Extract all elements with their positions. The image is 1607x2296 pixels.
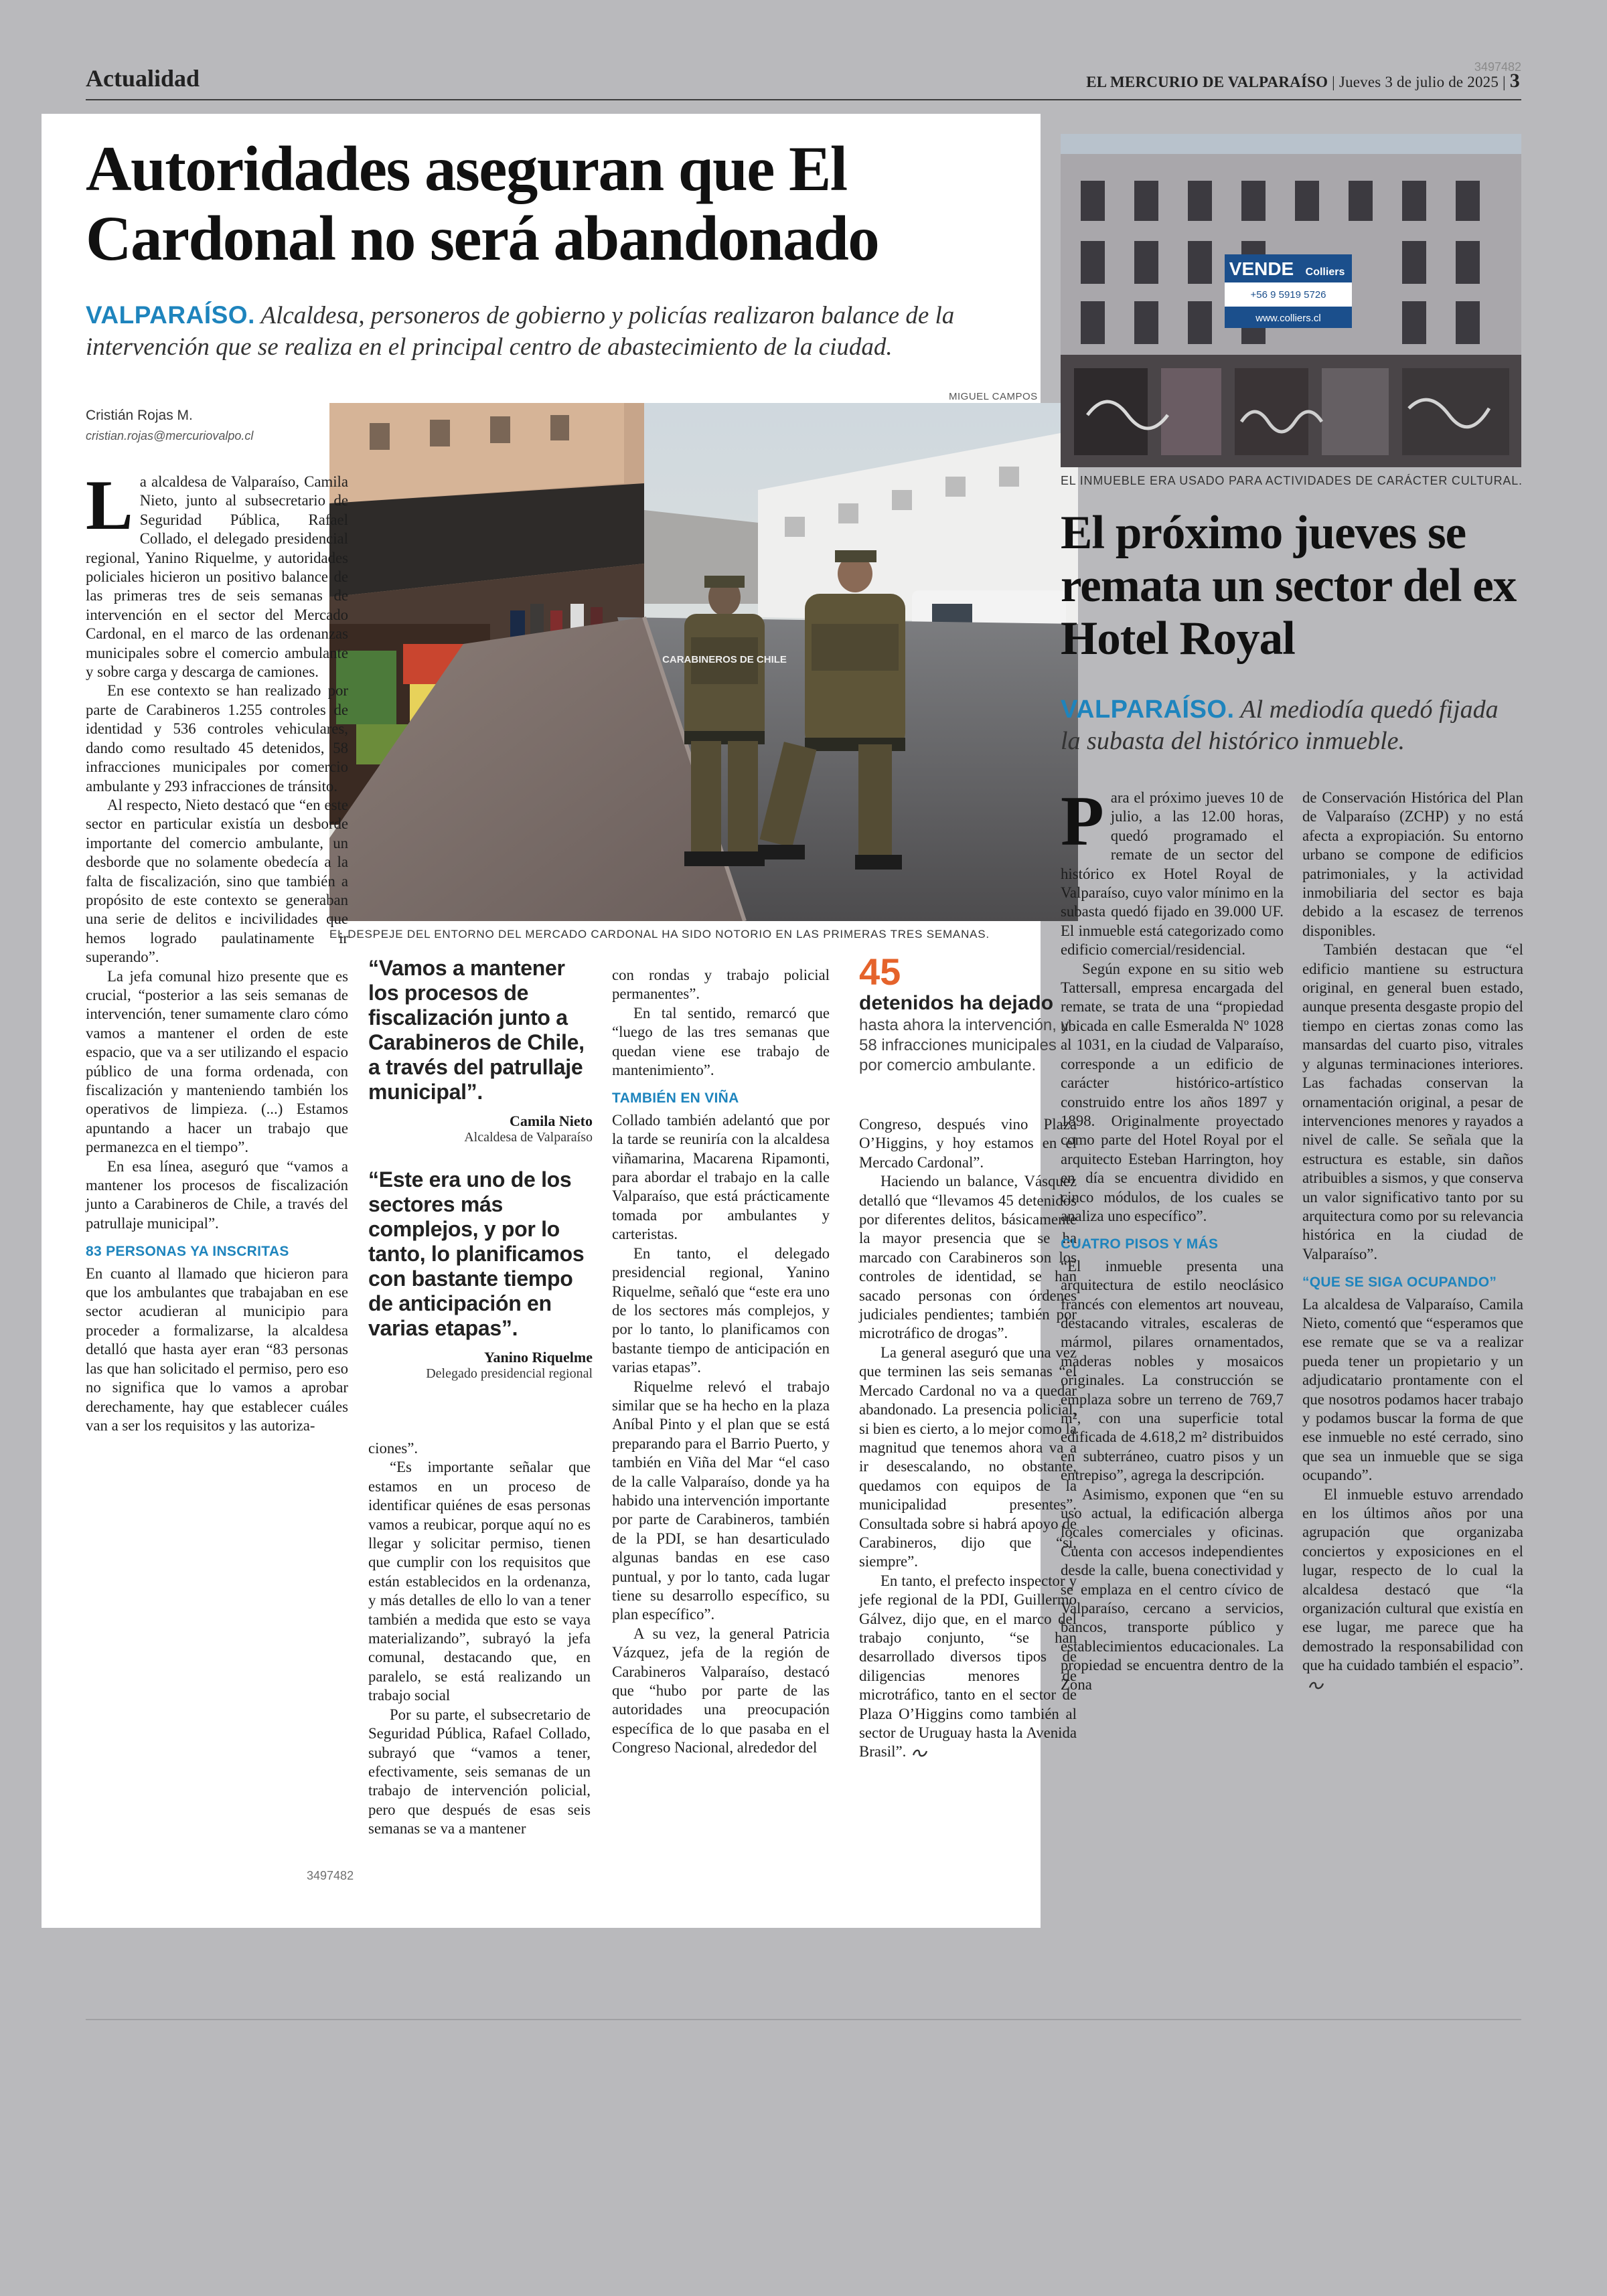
deck-text: Al mediodía quedó fijada la subasta del histórico inmueble.	[1061, 695, 1499, 755]
side-headline: El próximo jueves se remata un sector del ex Hotel Royal	[1061, 507, 1517, 665]
paragraph-text: a alcaldesa de Valparaíso, Camila Nieto, junto al subsecretario de Seguridad Pública, Rafael Collado, el delegado presidencial regional, Yanino Riquelme, y autoridades policiales hicieron un positivo balance de las primeras tres de seis semanas de intervención en el sector del Mercado Cardonal, en el marco de las ordenanzas municipales sobre el comercio ambulante y sobre carga y descarga de camiones.	[86, 473, 348, 681]
newspaper-name: EL MERCURIO DE VALPARAÍSO	[1086, 74, 1328, 90]
side-deck	[1061, 694, 1523, 757]
end-mark-icon	[1308, 1679, 1325, 1692]
paragraph: Congreso, después vino Plaza O’Higgins, y hoy estamos en el Mercado Cardonal”.	[859, 1116, 1077, 1171]
main-photo-caption: EL DESPEJE DEL ENTORNO DEL MERCADO CARDONAL HA SIDO NOTORIO EN LAS PRIMERAS TRES SEMANAS.	[329, 928, 990, 940]
paragraph: La alcaldesa de Valparaíso, Camila Nieto, comentó que “esperamos que ese remate que se va a realizar pueda tener un propietario y un adjudicatario prontamente con el que nosotros podamos hacer trabajo y podamos buscar la forma de que ese inmueble no esté cerrado, sino que sea un inmueble que se siga ocupando”.	[1302, 1295, 1523, 1484]
paragraph: Según expone en su sitio web Tattersall, empresa encargada del remate, se trata de una “propiedad ubicada en calle Esmeralda Nº 1028 al 1031, en la ciudad de Valparaíso, corresponde a un edificio de carácter histórico-artístico construido entre los años 1897 y 1898. Originalmente proyectado como parte del Hotel Royal por el arquitecto Esteban Harrington, hoy en día se encuentra dividido en cinco módulos, de los cuales se analiza uno específico”.	[1061, 960, 1284, 1224]
paragraph: En esa línea, aseguró que “vamos a mantener los procesos de fiscalización junto a Carabineros de Chile, a través del patrullaje municipal”.	[86, 1157, 348, 1232]
subhead: “QUE SE SIGA OCUPANDO”	[1302, 1275, 1497, 1291]
paragraph: Por su parte, el subsecretario de Seguridad Pública, Rafael Collado, subrayó que “vamos a tener, efectivamente, seis semanas de un trabajo de intervención policial, pero que después de esas seis semanas se va a mantener	[368, 1706, 591, 1837]
paragraph: “Es importante señalar que estamos en un proceso de identificar quiénes de esas personas vamos a reubicar, porque aquí no es llegar y solicitar permiso, tienen que cumplir con los requisitos que están establecidos en la ordenanza, y más detalles de ello lo van a tener también a medida que esto se vaya materializando”, subrayó la jefa comunal, destacando que, en paralelo, se está realizando un trabajo social	[368, 1459, 591, 1704]
paragraph-text: En tanto, el prefecto inspector y jefe regional de la PDI, Guillermo Gálvez, dijo que, en el marco del trabajo conjunto, “se han desarrollado diversos tipos de diligencias menores de microtráfico, tanto en el sector de Plaza O’Higgins como también al sector de Uruguay hasta la Avenida Brasil”.	[859, 1572, 1077, 1760]
paragraph: con rondas y trabajo policial permanentes”.	[612, 967, 830, 1003]
subhead: CUATRO PISOS Y MÁS	[1061, 1236, 1219, 1252]
issue-date: Jueves 3 de julio de 2025	[1338, 74, 1499, 90]
quote-role: Alcaldesa de Valparaíso	[464, 1130, 593, 1145]
id-stamp-mid: 3497482	[307, 1869, 354, 1882]
dropcap: P	[1061, 782, 1104, 860]
paragraph: En tanto, el delegado presidencial regional, Yanino Riquelme, señaló que “este era uno de los sectores más complejos, y por lo tanto, lo planificamos con bastante tiempo de anticipación en varias etapas”.	[612, 1244, 830, 1376]
paragraph: A su vez, la general Patricia Vázquez, jefa de la región de Carabineros Valparaíso, destacó que “hubo por parte de las autoridades una preocupación específica de lo que pasaba en el Congreso Nacional, alrededor del	[612, 1625, 830, 1756]
header-rule	[86, 99, 1521, 100]
market-photo	[329, 403, 1078, 921]
paragraph: La general aseguró que una vez que terminen las seis semanas “el Mercado Cardonal no va a quedar abandonado. La presencia policial, si bien es cierto, a lo mejor como la magnitud que tenemos ahora va a ir desescalando, no obstante, quedamos con equipos de la municipalidad presentes”. Consultada sobre si habrá apoyo de Carabineros, dijo que “sí, siempre”.	[859, 1343, 1077, 1570]
photo-credit: MIGUEL CAMPOS	[949, 391, 1038, 402]
paragraph: “El inmueble presenta una arquitectura de estilo neoclásico francés con elementos art nouveau, destacando vitrales, escaleras de mármol, pilares ornamentados, maderas nobles y mosaicos originales. La construcción se emplaza sobre un terreno de 769,7 m², con una superficie total edificada de 4.618,2 m² distribuidos en subterráneo, cuatro pisos y un entrepiso”, agrega la descripción.	[1061, 1257, 1284, 1484]
quote-role: Delegado presidencial regional	[426, 1366, 593, 1381]
main-deck	[86, 299, 1023, 363]
paragraph: Riquelme relevó el trabajo similar que se ha hecho en la plaza Aníbal Pinto y el plan que se está preparando para el Barrio Puerto, y también en Viña del Mar “el caso de la calle Valparaíso, donde ya ha habido una intervención importante por parte de Carabineros, también de la PDI, se han desarticulado algunas bandas en ese caso puntual, y por lo tanto, cada lugar tiene su desarrollo específico, su plan específico”.	[612, 1378, 830, 1623]
author-name: Cristián Rojas M.	[86, 408, 193, 423]
sign-phone: +56 9 5919 5726	[1250, 289, 1326, 301]
side-column-1	[1061, 782, 1284, 1694]
bottom-rule	[86, 2019, 1521, 2020]
side-column-2	[1302, 789, 1523, 1694]
section-label: Actualidad	[86, 65, 200, 92]
paragraph: También destacan que “el edificio mantiene su estructura original, en general buen estado, aunque presenta desgaste propio del tiempo en ciertas zonas como las mansardas del cuarto piso, vitrales y algunas terminaciones interiores. Las fachadas conservan la ornamentación original, a pesar de intervenciones menores y rayados a nivel de calle. Se señala que la estructura es estable, sin daños atribuibles a sismos, y que conserva un valor significativo tanto por su arquitectura como por su relevancia histórica en la ciudad de Valparaíso”.	[1302, 941, 1523, 1262]
stat-text: hasta ahora la intervención, y 58 infracciones municipales por comercio ambulante.	[859, 1016, 1069, 1074]
quote-name: Camila Nieto	[509, 1113, 593, 1129]
pull-quote-riquelme	[368, 1167, 593, 1382]
subhead: TAMBIÉN EN VIÑA	[612, 1090, 739, 1106]
author-email[interactable]: cristian.rojas@mercuriovalpo.cl	[86, 429, 254, 442]
byline	[86, 406, 253, 446]
sign-brand: Colliers	[1305, 266, 1345, 278]
masthead-divider: |	[1332, 74, 1339, 90]
deck-text: Alcaldesa, personeros de gobierno y policías realizaron balance de la intervención que se realiza en el principal centro de abastecimiento de la ciudad.	[86, 302, 955, 361]
quote-text: “Este era uno de los sectores más complejos, y por lo tanto, lo planificamos con bastante tiempo de anticipación en varias etapas”.	[368, 1167, 585, 1340]
id-stamp: 3497482	[1474, 60, 1521, 74]
sign-web: www.colliers.cl	[1255, 313, 1321, 324]
masthead-divider: |	[1503, 74, 1510, 90]
article-column-3	[612, 966, 830, 1758]
paragraph: En ese contexto se han realizado por parte de Carabineros 1.255 controles de identidad y 536 controles vehiculares, dando como resultado 45 detenidos, 58 infracciones municipales por comercio ambulante y 293 infracciones de tránsito.	[86, 682, 348, 795]
stat-number: 45	[859, 951, 901, 993]
article-column-2	[368, 1439, 591, 1839]
paragraph: Haciendo un balance, Vásquez detalló que “llevamos 45 detenidos por diferentes delitos, básicamente la mayor presencia que se ha marcado con Carabineros son los controles de identidad, se han sacado personas con órdenes judiciales pendientes; también por microtráfico de drogas”.	[859, 1173, 1077, 1342]
paragraph	[859, 1572, 1077, 1762]
side-photo-caption: EL INMUEBLE ERA USADO PARA ACTIVIDADES DE CARÁCTER CULTURAL.	[1061, 474, 1523, 487]
subhead: 83 PERSONAS YA INSCRITAS	[86, 1244, 289, 1260]
article-column-1	[86, 466, 348, 1435]
masthead	[1086, 70, 1520, 92]
paragraph: ciones”.	[368, 1440, 418, 1457]
dropcap: L	[86, 466, 133, 544]
end-mark-icon	[911, 1747, 929, 1759]
sign-title: VENDE	[1229, 258, 1294, 279]
stat-box	[859, 953, 1080, 1076]
paragraph	[1061, 782, 1284, 960]
main-article	[42, 114, 1077, 1928]
paragraph: En tal sentido, remarcó que “luego de las tres semanas que quedan viene ese trabajo de mantenimiento”.	[612, 1004, 830, 1079]
vest-text: CARABINEROS DE CHILE	[662, 654, 787, 665]
paragraph: Al respecto, Nieto destacó que “en este sector en particular existía un desborde importante del comercio ambulante, un desborde que no solamente obedecía a la falta de fiscalización, sino que también a propósito de este contexto se generaban una serie de delitos e incivilidades que hemos logrado paulatinamente ir superando”.	[86, 796, 348, 966]
deck-place: VALPARAÍSO.	[1061, 695, 1235, 724]
deck-place: VALPARAÍSO.	[86, 301, 255, 329]
main-headline: Autoridades aseguran que El Cardonal no será abandonado	[86, 133, 879, 274]
page-number: 3	[1509, 70, 1520, 92]
paragraph	[86, 466, 348, 681]
pull-quote-nieto	[368, 956, 593, 1145]
paragraph: En cuanto al llamado que hicieron para que los ambulantes que trabajaban en ese sector acudieran al municipio para proceder a formalizarse, la alcaldesa detalló que hasta ayer eran “83 personas las que han solicitado el permiso, pero eso no significa que lo vamos a aprobar derechamente, hay que establecer cuáles van a ser los requisitos y las autoriza-	[86, 1264, 348, 1434]
stat-lead: detenidos ha dejado	[859, 992, 1054, 1014]
quote-text: “Vamos a mantener los procesos de fiscalización junto a Carabineros de Chile, a través del patrullaje municipal”.	[368, 956, 585, 1104]
paragraph: de Conservación Histórica del Plan de Valparaíso (ZCHP) y no está afecta a expropiación. Su entorno urbano se compone de edificios patrimoniales, y la actividad inmobiliaria del sector es baja debido a la escasez de terrenos disponibles.	[1302, 789, 1523, 939]
paragraph: Collado también adelantó que por la tarde se reuniría con la alcaldesa viñamarina, Macarena Ripamonti, para abordar el trabajo en la calle Valparaíso, que está prácticamente tomada por ambulantes y carteristas.	[612, 1111, 830, 1243]
article-column-4	[859, 1115, 1077, 1762]
paragraph: Asimismo, exponen que “en su uso actual, la edificación alberga locales comerciales y oficinas. Cuenta con accesos independientes desde la calle, buena conectividad y se emplaza en el centro cívico de Valparaíso, cercano a servicios, bancos, transporte público y establecimientos educacionales. La propiedad se encuentra dentro de la Zona	[1061, 1485, 1284, 1693]
quote-name: Yanino Riquelme	[484, 1349, 593, 1366]
paragraph: La jefa comunal hizo presente que es crucial, “posterior a las seis semanas de intervención, tener sumamente claro cómo vamos a mantener el orden de este espacio, que va a ser utilizando el espacio público de una forma ordenada, con fiscalización y manteniendo también los operativos de limpieza. (...) Estamos apuntando a hacer un trabajo que permanezca en el tiempo”.	[86, 967, 348, 1156]
paragraph-text: ara el próximo jueves 10 de julio, a las 12.00 horas, quedó programado el remate de un sector del histórico ex Hotel Royal de Valparaíso, cuyo valor mínimo en la subasta quedó fijado en 39.000 UF. El inmueble está categorizado como edificio comercial/residencial.	[1061, 789, 1284, 959]
hotel-royal-photo	[1061, 134, 1521, 467]
paragraph	[1302, 1485, 1523, 1694]
paragraph-text: El inmueble estuvo arrendado en los últimos años por una agrupación que organizaba conciertos y exposiciones en el lugar, respecto de lo cual la alcaldesa destacó que “la organización cultural que existía en ese lugar, me parece que ha demostrado la responsabilidad con que ha cuidado también el espacio”.	[1302, 1485, 1523, 1674]
